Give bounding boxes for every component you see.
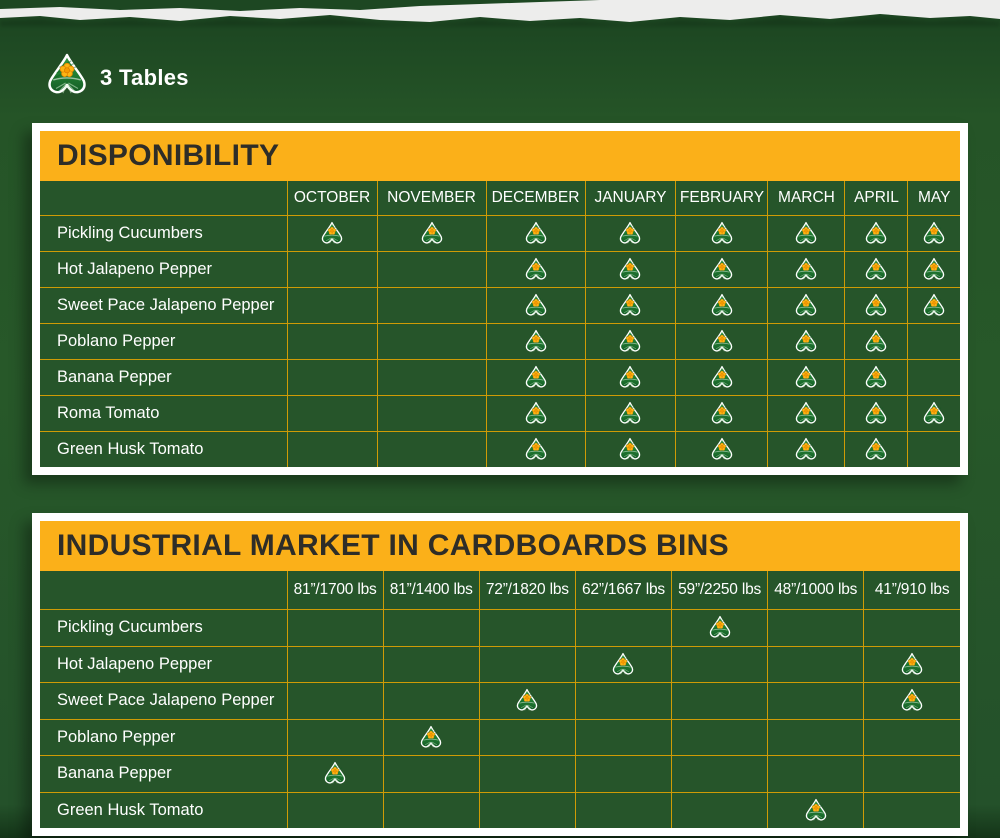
availability-icon <box>864 365 888 390</box>
tables-container <box>0 123 1000 836</box>
availability-cell <box>908 216 960 252</box>
availability-cell <box>845 252 908 288</box>
empty-cell <box>672 646 768 683</box>
empty-cell <box>575 683 671 720</box>
table-row <box>40 396 960 432</box>
availability-cell <box>585 252 676 288</box>
availability-cell <box>486 252 585 288</box>
availability-cell <box>768 396 845 432</box>
empty-cell <box>383 683 479 720</box>
availability-icon <box>708 615 732 640</box>
column-header: NOVEMBER <box>377 181 486 216</box>
availability-icon <box>710 257 734 282</box>
availability-cell <box>908 288 960 324</box>
availability-icon <box>323 761 347 786</box>
empty-cell <box>383 792 479 828</box>
row-label: Roma Tomato <box>40 396 287 432</box>
empty-cell <box>287 683 383 720</box>
column-header: 62”/1667 lbs <box>575 571 671 610</box>
row-label: Green Husk Tomato <box>40 432 287 468</box>
availability-icon <box>794 257 818 282</box>
brand-header <box>0 0 1000 103</box>
availability-cell <box>768 432 845 468</box>
availability-icon <box>618 293 642 318</box>
empty-cell <box>287 432 377 468</box>
availability-icon <box>524 437 548 462</box>
empty-cell <box>377 324 486 360</box>
column-header: OCTOBER <box>287 181 377 216</box>
industrial-bins-table-card <box>32 513 968 836</box>
availability-cell <box>486 288 585 324</box>
table-row <box>40 719 960 756</box>
empty-cell <box>287 610 383 647</box>
empty-cell <box>908 360 960 396</box>
availability-icon <box>922 257 946 282</box>
empty-cell <box>479 719 575 756</box>
availability-icon <box>794 401 818 426</box>
availability-cell <box>585 288 676 324</box>
table-row <box>40 432 960 468</box>
column-header: FEBRUARY <box>676 181 768 216</box>
availability-icon <box>864 437 888 462</box>
availability-cell <box>676 216 768 252</box>
row-label-header <box>40 181 287 216</box>
empty-cell <box>377 252 486 288</box>
disponibility-table <box>40 181 960 467</box>
availability-cell <box>486 216 585 252</box>
availability-icon <box>524 221 548 246</box>
availability-icon <box>710 329 734 354</box>
availability-icon <box>804 798 828 823</box>
availability-cell <box>585 216 676 252</box>
availability-icon <box>794 293 818 318</box>
availability-icon <box>524 365 548 390</box>
empty-cell <box>287 360 377 396</box>
availability-icon <box>618 257 642 282</box>
column-header-row <box>40 181 960 216</box>
table-row <box>40 683 960 720</box>
empty-cell <box>672 756 768 793</box>
empty-cell <box>908 324 960 360</box>
availability-icon <box>794 365 818 390</box>
empty-cell <box>672 792 768 828</box>
table-row <box>40 288 960 324</box>
availability-cell <box>486 432 585 468</box>
availability-cell <box>486 396 585 432</box>
availability-icon <box>794 437 818 462</box>
availability-cell <box>287 756 383 793</box>
availability-cell <box>845 396 908 432</box>
availability-cell <box>585 432 676 468</box>
availability-cell <box>676 432 768 468</box>
availability-cell <box>768 324 845 360</box>
empty-cell <box>908 432 960 468</box>
tables-count-label: 3 Tables <box>100 64 189 90</box>
availability-cell <box>845 432 908 468</box>
row-label-header <box>40 571 287 610</box>
empty-cell <box>768 610 864 647</box>
availability-icon <box>710 437 734 462</box>
availability-icon <box>618 437 642 462</box>
empty-cell <box>377 360 486 396</box>
empty-cell <box>287 396 377 432</box>
column-header: 81”/1700 lbs <box>287 571 383 610</box>
empty-cell <box>287 646 383 683</box>
empty-cell <box>575 610 671 647</box>
row-label: Sweet Pace Jalapeno Pepper <box>40 288 287 324</box>
table-title: DISPONIBILITY <box>40 131 960 181</box>
empty-cell <box>575 719 671 756</box>
empty-cell <box>672 719 768 756</box>
availability-cell <box>768 216 845 252</box>
row-label: Poblano Pepper <box>40 324 287 360</box>
column-header: 41”/910 lbs <box>864 571 960 610</box>
availability-icon <box>922 401 946 426</box>
empty-cell <box>479 646 575 683</box>
empty-cell <box>383 646 479 683</box>
availability-icon <box>320 221 344 246</box>
availability-cell <box>287 216 377 252</box>
empty-cell <box>287 252 377 288</box>
leaf-with-flower-icon <box>45 52 89 98</box>
availability-icon <box>922 293 946 318</box>
availability-icon <box>864 293 888 318</box>
empty-cell <box>864 756 960 793</box>
empty-cell <box>479 610 575 647</box>
availability-cell <box>585 324 676 360</box>
availability-icon <box>618 221 642 246</box>
empty-cell <box>768 756 864 793</box>
availability-cell <box>768 288 845 324</box>
empty-cell <box>479 792 575 828</box>
empty-cell <box>864 610 960 647</box>
empty-cell <box>383 756 479 793</box>
availability-cell <box>676 252 768 288</box>
table-row <box>40 792 960 828</box>
row-label: Hot Jalapeno Pepper <box>40 646 287 683</box>
availability-icon <box>794 329 818 354</box>
availability-icon <box>900 688 924 713</box>
empty-cell <box>864 719 960 756</box>
row-label: Banana Pepper <box>40 360 287 396</box>
table-row <box>40 324 960 360</box>
availability-cell <box>575 646 671 683</box>
availability-icon <box>611 652 635 677</box>
column-header: 59”/2250 lbs <box>672 571 768 610</box>
empty-cell <box>377 432 486 468</box>
industrial-bins-table <box>40 571 960 828</box>
empty-cell <box>287 288 377 324</box>
availability-cell <box>486 360 585 396</box>
availability-icon <box>900 652 924 677</box>
availability-cell <box>676 396 768 432</box>
empty-cell <box>383 610 479 647</box>
availability-icon <box>864 221 888 246</box>
empty-cell <box>377 288 486 324</box>
availability-cell <box>845 288 908 324</box>
empty-cell <box>672 683 768 720</box>
availability-cell <box>864 683 960 720</box>
availability-icon <box>710 401 734 426</box>
availability-cell <box>768 792 864 828</box>
column-header: DECEMBER <box>486 181 585 216</box>
availability-icon <box>524 329 548 354</box>
row-label: Poblano Pepper <box>40 719 287 756</box>
row-label: Pickling Cucumbers <box>40 610 287 647</box>
disponibility-table-card <box>32 123 968 475</box>
availability-cell <box>864 646 960 683</box>
row-label: Sweet Pace Jalapeno Pepper <box>40 683 287 720</box>
availability-cell <box>377 216 486 252</box>
column-header: APRIL <box>845 181 908 216</box>
availability-cell <box>768 360 845 396</box>
empty-cell <box>287 719 383 756</box>
column-header: MAY <box>908 181 960 216</box>
availability-icon <box>524 257 548 282</box>
availability-icon <box>710 365 734 390</box>
table-row <box>40 646 960 683</box>
column-header-row <box>40 571 960 610</box>
availability-cell <box>585 360 676 396</box>
table-row <box>40 360 960 396</box>
availability-icon <box>419 725 443 750</box>
column-header: MARCH <box>768 181 845 216</box>
availability-icon <box>618 365 642 390</box>
availability-icon <box>864 257 888 282</box>
availability-icon <box>864 401 888 426</box>
empty-cell <box>287 792 383 828</box>
column-header: 48”/1000 lbs <box>768 571 864 610</box>
column-header: JANUARY <box>585 181 676 216</box>
availability-cell <box>676 288 768 324</box>
empty-cell <box>864 792 960 828</box>
availability-cell <box>845 360 908 396</box>
availability-cell <box>908 396 960 432</box>
table-title: INDUSTRIAL MARKET IN CARDBOARDS BINS <box>40 521 960 571</box>
availability-cell <box>676 324 768 360</box>
empty-cell <box>575 792 671 828</box>
availability-icon <box>864 329 888 354</box>
empty-cell <box>768 719 864 756</box>
availability-icon <box>794 221 818 246</box>
availability-cell <box>676 360 768 396</box>
availability-cell <box>672 610 768 647</box>
availability-cell <box>845 324 908 360</box>
availability-cell <box>585 396 676 432</box>
availability-icon <box>618 329 642 354</box>
availability-icon <box>524 401 548 426</box>
empty-cell <box>575 756 671 793</box>
availability-icon <box>922 221 946 246</box>
availability-icon <box>618 401 642 426</box>
empty-cell <box>377 396 486 432</box>
availability-icon <box>420 221 444 246</box>
table-row <box>40 216 960 252</box>
availability-cell <box>383 719 479 756</box>
availability-icon <box>524 293 548 318</box>
table-row <box>40 252 960 288</box>
column-header: 81”/1400 lbs <box>383 571 479 610</box>
empty-cell <box>768 683 864 720</box>
availability-icon <box>710 293 734 318</box>
availability-cell <box>908 252 960 288</box>
empty-cell <box>768 646 864 683</box>
empty-cell <box>287 324 377 360</box>
row-label: Green Husk Tomato <box>40 792 287 828</box>
row-label: Banana Pepper <box>40 756 287 793</box>
availability-cell <box>479 683 575 720</box>
row-label: Pickling Cucumbers <box>40 216 287 252</box>
row-label: Hot Jalapeno Pepper <box>40 252 287 288</box>
table-row <box>40 610 960 647</box>
availability-cell <box>768 252 845 288</box>
empty-cell <box>479 756 575 793</box>
column-header: 72”/1820 lbs <box>479 571 575 610</box>
leaf-with-flower-icon <box>45 52 89 103</box>
availability-cell <box>486 324 585 360</box>
table-row <box>40 756 960 793</box>
availability-icon <box>515 688 539 713</box>
availability-cell <box>845 216 908 252</box>
availability-icon <box>710 221 734 246</box>
